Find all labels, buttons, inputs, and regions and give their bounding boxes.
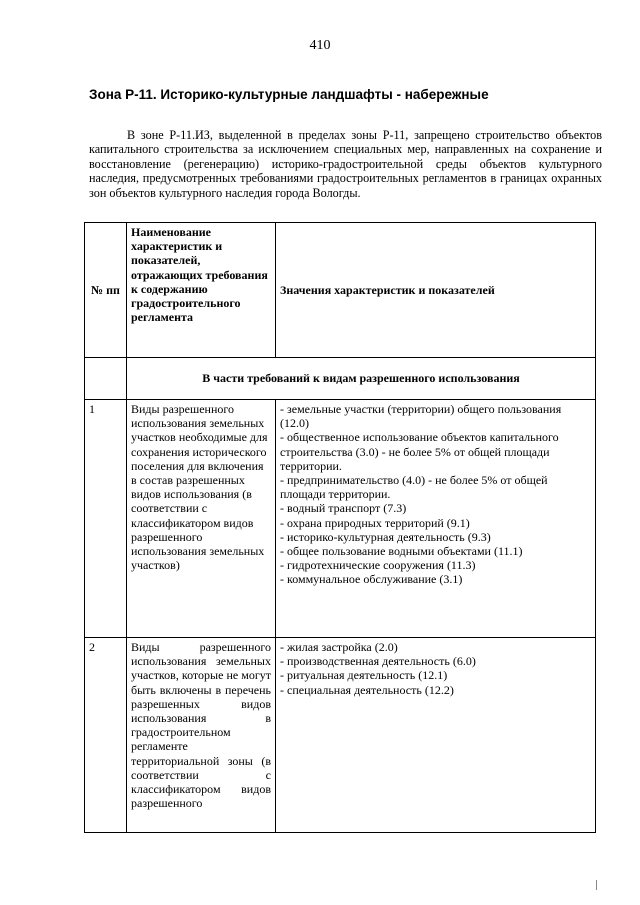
- section-title-cell: В части требований к видам разрешенного использования: [127, 358, 596, 400]
- value-item: - гидротехнические сооружения (11.3): [280, 558, 476, 573]
- row-name: Виды разрешенного использования земельных участков необходимые для сохранения исторического поселения для включения в состав разрешенных видов использования (в соответствии с классификатором видов разрешенного использования земельных участков): [127, 400, 276, 638]
- value-item: - земельные участки (территории) общего пользования (12.0): [280, 402, 562, 431]
- header-values-cell: Значения характеристик и показателей: [276, 223, 596, 358]
- row-values: [276, 400, 596, 638]
- value-item: - коммунальное обслуживание (3.1): [280, 572, 463, 587]
- value-item: - жилая застройка (2.0): [280, 640, 398, 654]
- section-empty-cell: [85, 358, 127, 400]
- page-number: 410: [309, 38, 331, 53]
- regulation-table: [84, 222, 596, 833]
- value-item: - историко-культурная деятельность (9.3): [280, 529, 491, 544]
- value-item: - предпринимательство (4.0) - не более 5% от общей площади территории.: [280, 473, 548, 502]
- row-number: 1: [85, 400, 127, 638]
- value-item: - водный транспорт (7.3): [280, 501, 407, 516]
- value-item: - специальная деятельность (12.2): [280, 682, 454, 697]
- table-row: [85, 400, 596, 638]
- row-number: 2: [85, 638, 127, 833]
- value-item: - производственная деятельность (6.0): [280, 654, 476, 669]
- row-values: [276, 638, 596, 833]
- value-item: - охрана природных территорий (9.1): [280, 515, 470, 530]
- intro-paragraph: В зоне Р-11.ИЗ, выделенной в пределах зоны Р-11, запрещено строительство объектов капитального строительства за исключением специальных мер, направленных на сохранение и восстановление (регенерацию) историко-градостроительной среды объектов культурного наследия, предусмотренных требованиями градостроительных регламентов в границах охранных зон объектов культурного наследия города Вологды.: [89, 128, 602, 200]
- header-number-cell: № пп: [85, 223, 127, 358]
- row-name: Виды разрешенного использования земельных участков, которые не могут быть включены в перечень разрешенных видов использования в градостроительном регламенте территориальной зоны (в соответствии с классификатором видов разрешенного: [127, 638, 276, 833]
- zone-heading: Зона Р-11. Историко-культурные ландшафты - набережные: [89, 87, 489, 102]
- section-row: [85, 358, 596, 400]
- header-name-cell: Наименование характеристик и показателей, отражающих требования к содержанию градостроительного регламента: [127, 223, 276, 358]
- table-row: [85, 638, 596, 833]
- value-item: - общественное использование объектов капитального строительства (3.0) - не более 5% от общей площади территории.: [280, 430, 559, 473]
- scan-edge-mark: [596, 880, 597, 890]
- value-item: - общее пользование водными объектами (11.1): [280, 544, 523, 559]
- table-header-row: [85, 223, 596, 358]
- value-item: - ритуальная деятельность (12.1): [280, 668, 448, 683]
